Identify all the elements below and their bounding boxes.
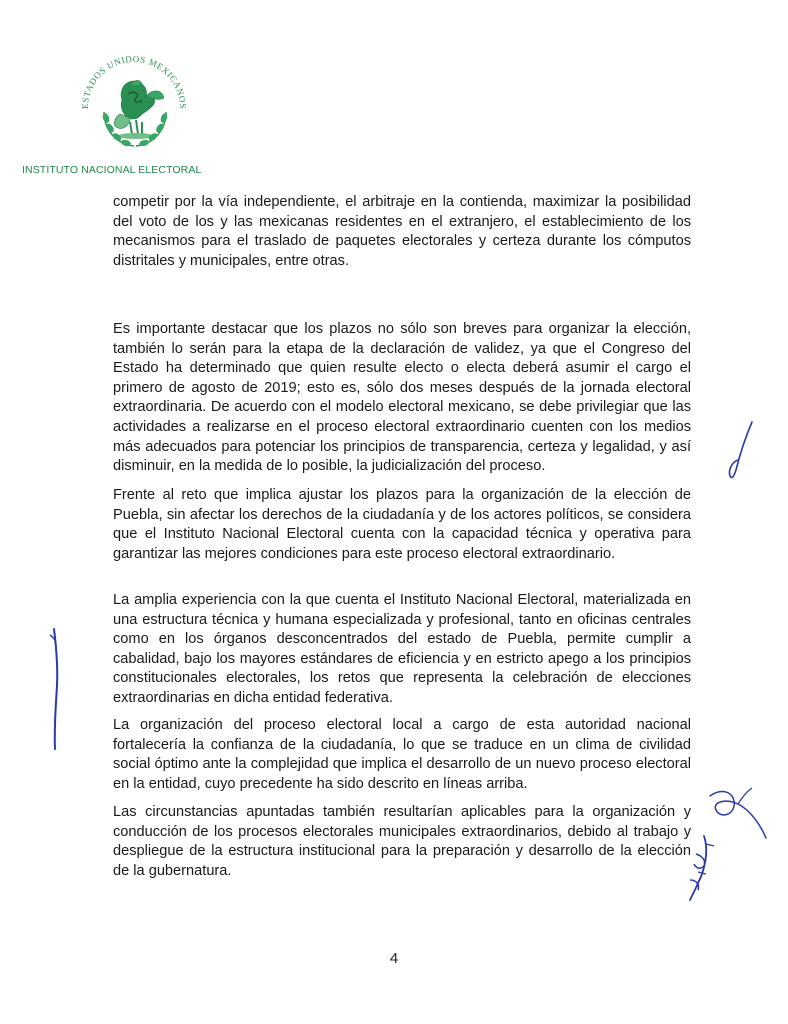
paragraph-6: Las circunstancias apuntadas también resultarían aplicables para la organización y conducción de los procesos electorales municipales extraordinarios, debido al trabajo y despliegue de la estructura institucional para la preparación y desarrollo de la elección de la gubernatura. [113,804,691,879]
paragraph-2: Es importante destacar que los plazos no sólo son breves para organizar la elección, también lo serán para la etapa de la declaración de validez, ya que el Congreso del Estado ha determinado que quien resulte electo o electa deberá asumir el cargo el primero de agosto de 2019; esto es, sólo dos meses después de la jornada electoral extraordinaria. De acuerdo con el modelo electoral mexicano, se debe privilegiar que las actividades a realizarse en el proceso electoral extraordinario cuenten con los medios más adecuados para potenciar los principios de transparencia, certeza y legalidad, y así disminuir, en la medida de lo posible, la judicialización del proceso. [113,321,691,475]
paragraph-3: Frente al reto que implica ajustar los plazos para la organización de la elección de Puebla, sin afectar los derechos de la ciudadanía y de los actores políticos, se considera que el Instituto Nacional Electoral cuenta con la capacidad técnica y operativa para garantizar las mejores condiciones para este proceso electoral extraordinario. [113,487,691,562]
institution-name: INSTITUTO NACIONAL ELECTORAL [22,164,202,176]
seal-lettering: ESTADOS UNIDOS MEXICANOS [79,53,189,110]
signature-right-upper [716,418,766,488]
paragraph-1: competir por la vía independiente, el arbitraje en la contienda, maximizar la posibilidad del voto de los y las mexicanas residentes en el extranjero, el establecimiento de los mecanismos para el traslado de paquetes electorales y certeza durante los cómputos distritales y municipales, entre otras. [113,194,691,269]
margin-line-ink [44,625,68,755]
page-number: 4 [389,950,399,967]
signature-right-lower [676,784,776,910]
paragraph-4: La amplia experiencia con la que cuenta el Instituto Nacional Electoral, materializada en una estructura técnica y humana especializada y profesional, tanto en oficinas centrales como en los órganos desconcentrados del estado de Puebla, permite cumplir a cabalidad, bajo los mayores estándares de eficiencia y en estricto apego a los principios constitucionales electorales, los retos que representa la celebración de elecciones extraordinarias en dicha entidad federativa. [113,592,691,706]
paragraph-5: La organización del proceso electoral local a cargo de esta autoridad nacional fortalecería la confianza de la ciudadanía, lo que se traduce en un clima de civilidad social óptimo ante la complejidad que implica el desarrollo de un nuevo proceso electoral en la entidad, cuyo precedente ha sido descrito en líneas arriba. [113,717,691,792]
coat-of-arms-seal [70,38,198,160]
